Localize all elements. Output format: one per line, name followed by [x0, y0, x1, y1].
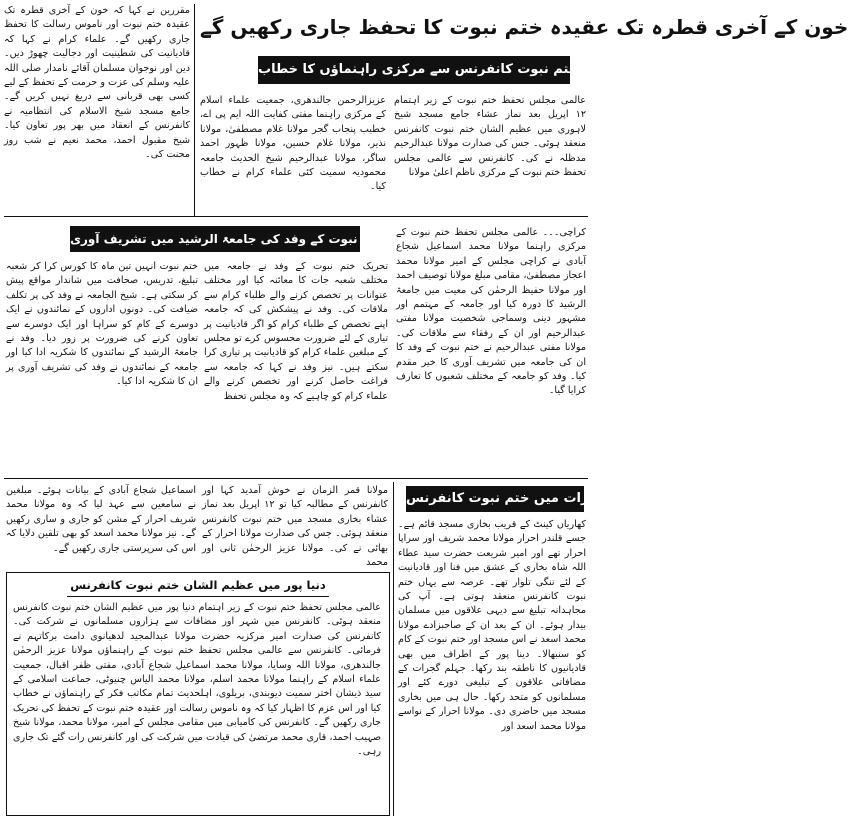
- jhang-banner: جھنگ میں ختم نبوت کانفرنس سے مرکزی راہنماؤں کا خطاب: [258, 56, 570, 84]
- gujrat-continued-left: اسماعیل شجاع آبادی کے بیانات ہوئے۔ مبلغین نے سامعین سے عہد لیا کہ وہ مولانا محمد شریف احرار کے مشن کو جاری و ساری رکھیں گے۔ نیز مولانا محمد اسعد کو بھی تلقین دلایا کہ اس کی سرپرستی جاری رکھیں گے۔: [6, 485, 196, 554]
- sidebar-story: مقررین نے کہا کہ خون کے آخری قطرہ تک عقیدہ ختم نبوت اور ناموس رسالت کا تحفظ جاری رکھیں گے۔ علماء کرام نے کہا کہ قادیانیت کی شطینیت اور دجالیت چھوڑ دیں۔ دین اور نوجوان مسلمان آقائے نامدار صلی اللہ علیہ وسلم کی عزت و حرمت کے تحفظ کے لیے کسی بھی قربانی سے دریغ نہیں کریں گے۔ جامع مسجد شیخ الاسلام کی انتظامیہ نے کانفرنس کے انعقاد میں بھر پور تعاون کیا۔ شیخ مقبول احمد، محمد نعیم نے شب روز محنت کی۔: [4, 5, 190, 161]
- jhang-column-right: عالمی مجلس تحفظ ختم نبوت کے زیر اہتمام ۱۲ اپریل بعد نماز عشاء جامع مسجد شیخ لاہوری میں عظیم الشان ختم نبوت کانفرنس منعقد ہوئی۔ جس کی صدارت مولانا عبدالرحیم مدظلہ نے کی۔ کانفرنس سے عالمی مجلس تحفظ ختم نبوت کے مرکزی ناظم اعلیٰ مولانا: [394, 95, 586, 179]
- dinapur-title: دنیا پور میں عظیم الشان ختم نبوت کانفرنس: [70, 578, 326, 592]
- section-divider-1: [4, 216, 588, 217]
- gujrat-banner: سہنہ گجرات میں ختم نبوت کانفرنس: [406, 486, 584, 512]
- main-headline: خون کے آخری قطرہ تک عقیدہ ختم نبوت کا تحفظ جاری رکھیں گے: [200, 15, 848, 39]
- karachi-column-middle: تحریک ختم نبوت کے وفد نے جامعہ میں مختلف شعبہ جات کا معائنہ کیا اور مختلف عنوانات پر تخصص کرنے والے طلباء کرام سے ملاقات کی۔ وفد نے پیشکش کی کہ جامعہ اپنے تخصص کے طلباء کرام کو اگر قادیانیت پر تیاری کے لئے ضرورت محسوس کرے تو مجلس کے مبلغین علماء کرام کو قادیانیت پر تیاری کرا سکتے ہیں۔ نیز وفد نے کہا کہ جامعہ سے فراغت حاصل کرنے اور تخصص کرنے والے علماء کرام کو چاہیے کہ وہ مجلس تحفظ: [204, 261, 388, 402]
- gujrat-column: کھاریاں کینٹ کے قریب بخاری مسجد قائم ہے۔ جسے قلندر احرار مولانا محمد شریف اور سراپا احرار تھے اور امیر شریعت حضرت سید عطاء اللہ شاہ بخاری کے عشق میں فنا اور قادیانیت کے لئے ننگی تلوار تھے۔ عرصہ سے یہاں ختم نبوت کانفرنس منعقد ہوتی ہے۔ آپ کی مجاہدانہ تبلیغ سے دیہی علاقوں میں مسلمان بیدار ہوئے۔ ان کے بعد ان کے صاحبزادے مولانا محمد اسعد نے اس مسجد اور ختم نبوت کے کام کو سنبھالا۔ دینا پور کے اطراف میں بھی قادیانیوں کا ناطقہ بند رکھا۔ جہلم گجرات کے مضافاتی علاقوں کے تبلیغی دورے کئے اور مسلمانوں کو متحد رکھا۔ حال ہی میں بخاری مسجد میں حاضری دی۔ مولانا احرار کے نواسے مولانا محمد اسعد اور: [398, 519, 586, 732]
- karachi-column-left: ختم نبوت انہیں تین ماہ کا کورس کرا کر شعبہ تبلیغ، تدریس، صحافت میں شاندار مواقع پیش کر سکتی ہے۔ شیخ الجامعہ نے وفد کی پر تکلف ضیافت کی۔ دونوں اداروں کے نمائندوں نے ایک دوسرے کے کام کو سراہا اور ایک دوسرے سے تعاون کرنے کی ضرورت پر زور دیا۔ وفد نے جامعۃ الرشید کے نمائندوں کا شکریہ ادا کیا اور جامعہ کے نمائندوں نے وفد کی تشریف آوری پر ان کا شکریہ ادا کیا۔: [6, 261, 198, 388]
- karachi-column-right: کراچی۔۔۔ عالمی مجلس تحفظ ختم نبوت کے مرکزی راہنما مولانا محمد اسماعیل شجاع آبادی نے کراچی مجلس کے امیر مولانا محمد اعجاز مصطفیٰ، مقامی مبلغ مولانا توصیف احمد اور مولانا حفیظ الرحمٰن کی معیت میں جامعۃ الرشید کا دورہ کیا اور جامعہ کے مہتمم اور مشہور دینی وسماجی شخصیت مولانا مفتی عبدالرحیم اور ان کے رفقاء سے ملاقات کی۔ مولانا مفتی عبدالرحیم نے ختم نبوت کے وفد کا ان کی جامعہ میں تشریف آوری کا خیر مقدم کیا۔ وفد کو جامعہ کے مختلف شعبوں کا تعارف کرایا گیا۔: [396, 227, 586, 397]
- dinapur-box: [6, 572, 390, 816]
- dinapur-text: عالمی مجلس تحفظ ختم نبوت کے زیر اہتمام دنیا پور میں عظیم الشان ختم نبوت کانفرنس منعقد ہوئی۔ کانفرنس میں شہر اور مضافات سے ہزاروں مسلمانوں نے شرکت کی۔ کانفرنس کی صدارت امیر مرکزیہ حضرت مولانا عبدالمجید لدھیانوی دامت برکاتہم نے فرمائی۔ کانفرنس سے عالمی مجلس تحفظ ختم نبوت کے راہنماؤں مولانا عزیز الرحمٰن جالندھری، مولانا اللہ وسایا، مولانا محمد اسماعیل شجاع آبادی، مفتی ظفر اقبال، جمعیت علماء اسلام کے راہنما مولانا محمد اسلم، مولانا محمد الیاس چنیوٹی، جماعت اسلامی کے سید ذیشان اختر سمیت دیوبندی، بریلوی، اہلحدیث تمام مکاتب فکر کے راہنماؤں نے خطاب کیا اور اس عزم کا اظہار کیا کہ وہ ناموس رسالت اور عقیدہ ختم نبوت کے تحفظ کی تحریک جاری رکھیں گے۔ کانفرنس کی کامیابی میں مقامی مجلس کے امیر، مولانا محمد، مولانا شیخ صہیب احمد، قاری محمد مرتضیٰ کی قیادت میں شرکت کی اور کانفرنس رات گئے تک جاری رہی۔: [13, 602, 381, 758]
- gujrat-continued-middle: مولانا قمر الزمان نے خوش آمدید کہا اور کانفرنس کے مطالبہ کیا تو ۱۲ اپریل بعد نماز عشاء بخاری مسجد میں ختم نبوت کانفرنس منعقد ہوئی۔ جس کی صدارت مولانا احرار کے بھائی نے کی۔ مولانا عزیز الرحمٰن ثانی اور محمد: [202, 485, 388, 569]
- karachi-banner: ختم نبوت کے وفد کی جامعۃ الرشید میں تشریف آوری: [70, 226, 360, 252]
- jhang-column-left: عزیزالرحمن جالندھری، جمعیت علماء اسلام کے مرکزی راہنما مفتی کفایت اللہ ایم پی اے، خطیب پنجاب گجر مولانا غلام مصطفیٰ، مولانا نذیر، مولانا غلام حسین، مولانا ظہور احمد ساگر، مولانا عبدالرحیم شیخ الحدیث جامعہ محمودیہ سمیت کئی علماء کرام نے خطاب کیا۔: [200, 95, 386, 193]
- dinapur-title-rule: [67, 596, 329, 597]
- section-divider-2: [4, 478, 588, 479]
- sidebar-divider: [194, 4, 195, 216]
- gujrat-column-divider: [393, 482, 394, 816]
